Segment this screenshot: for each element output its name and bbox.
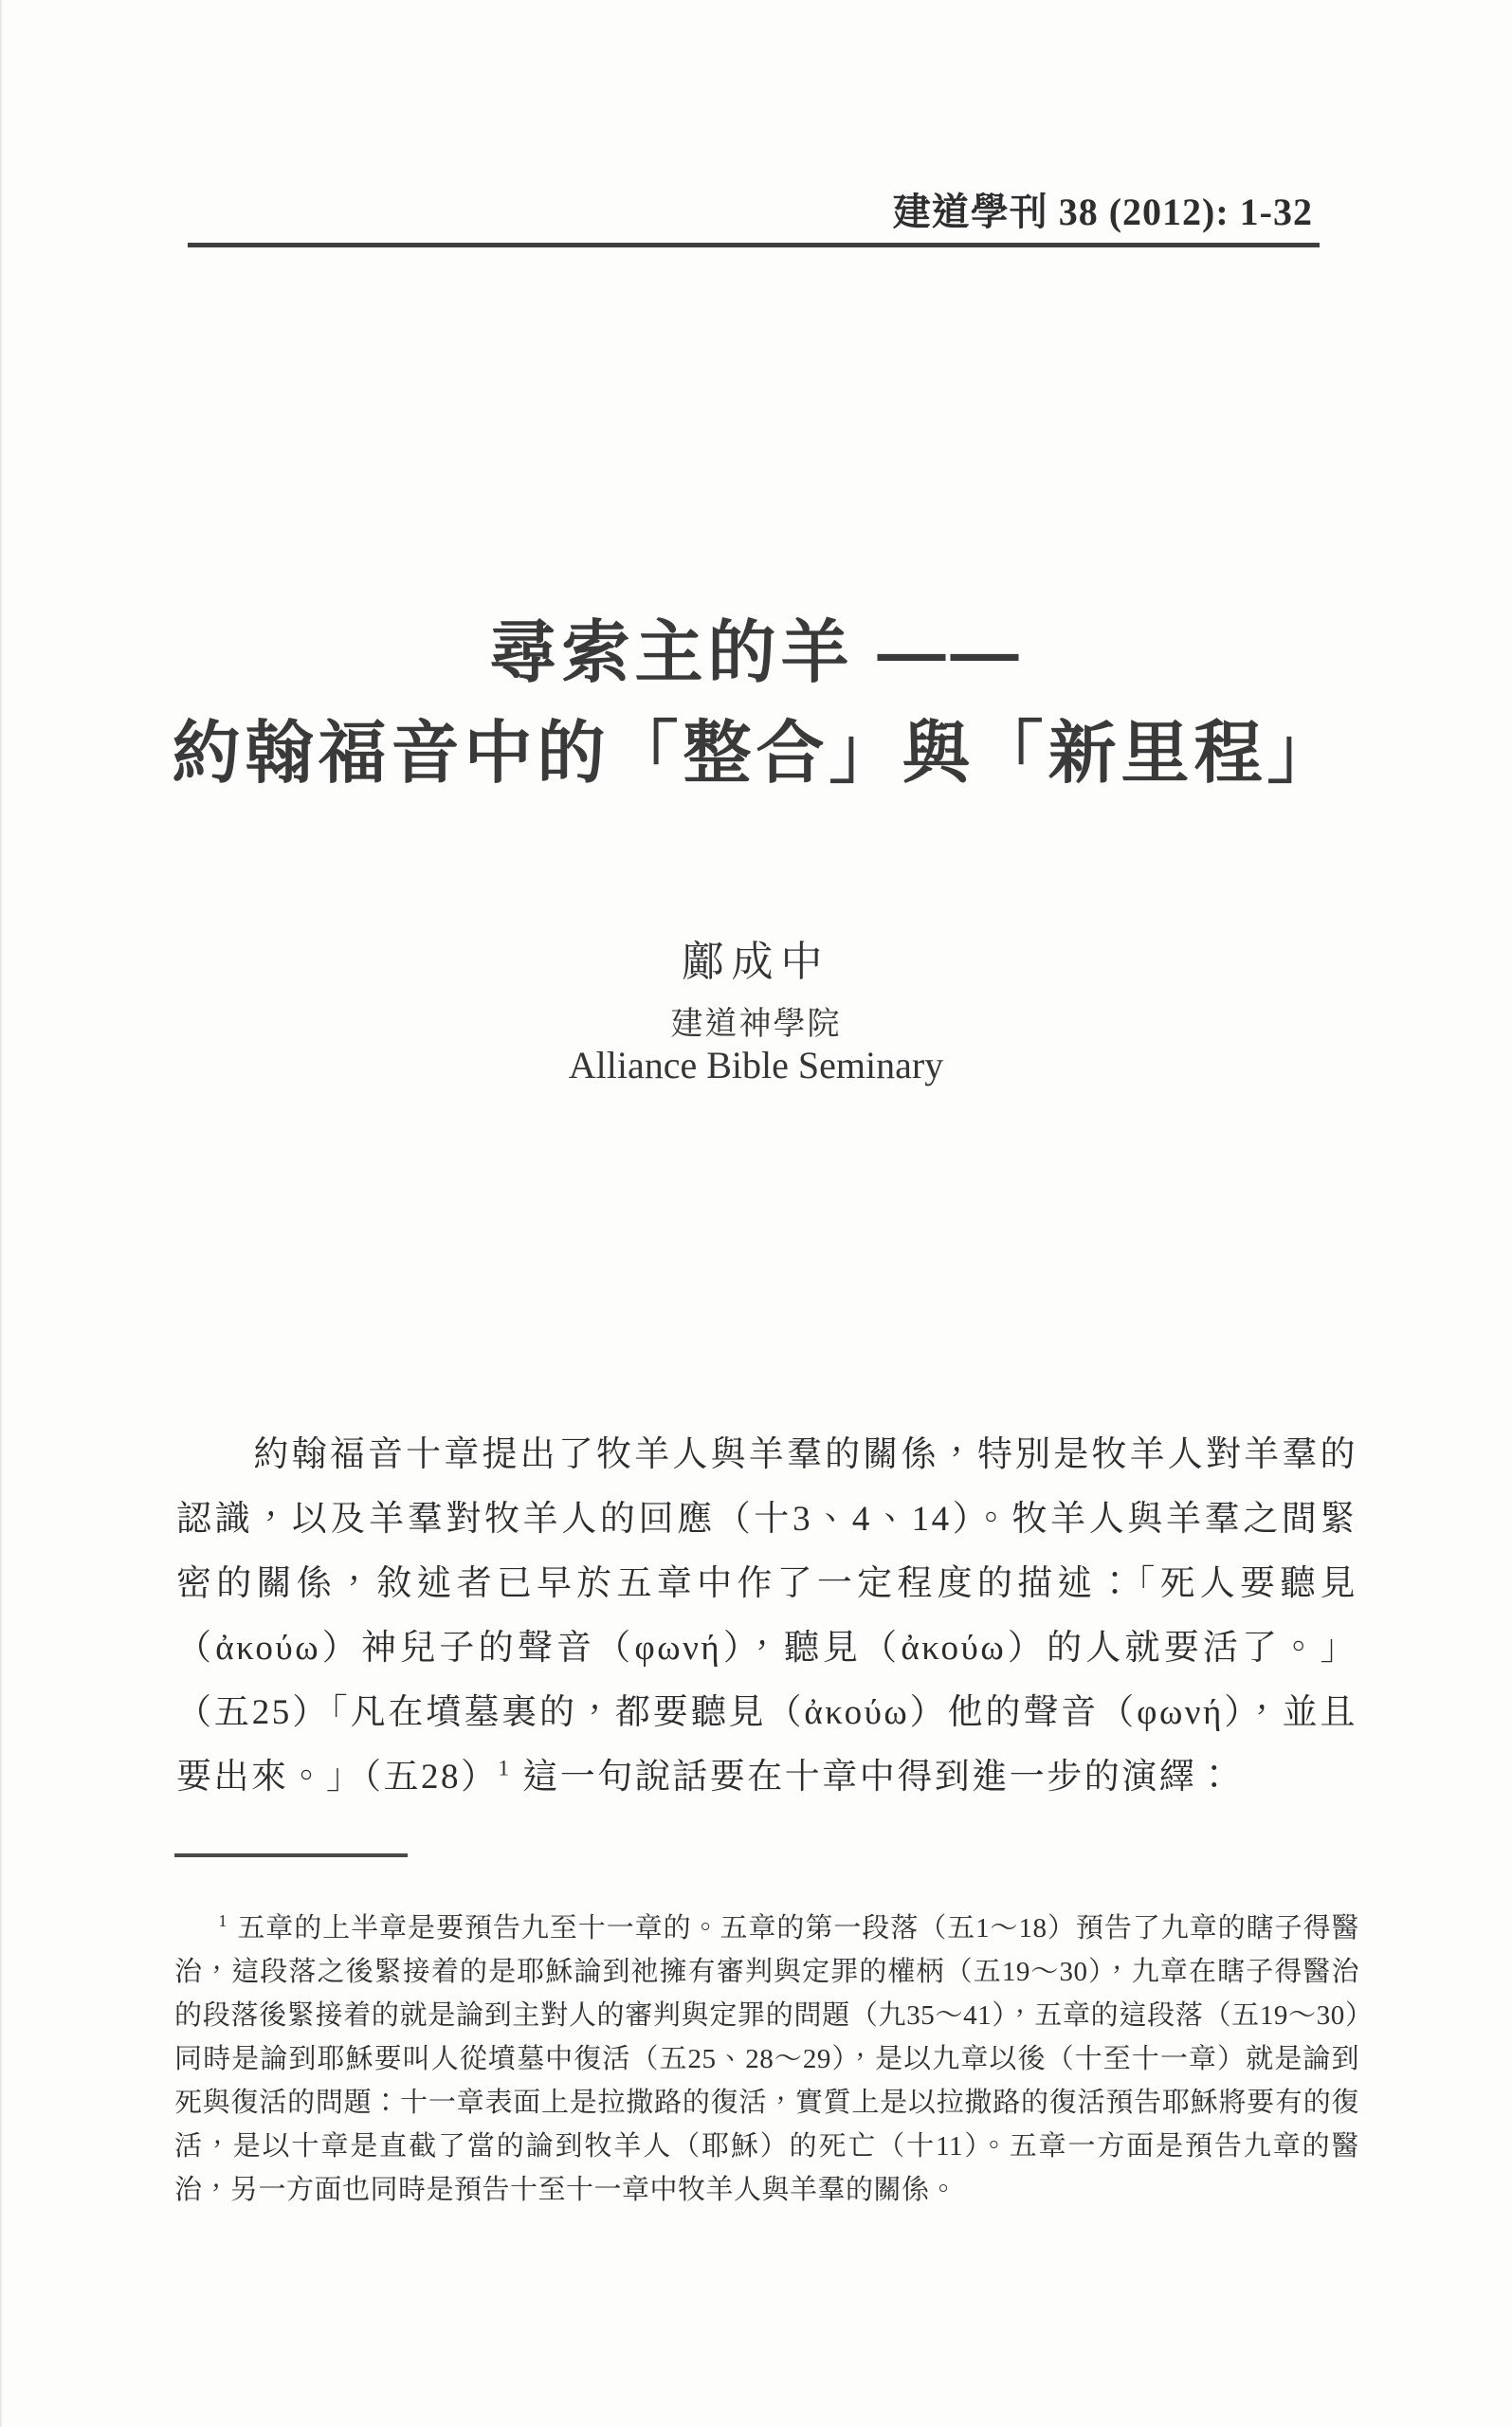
author-name: 鄺成中 [682, 939, 830, 985]
author-affiliation-chinese: 建道神學院 [670, 1007, 842, 1042]
author-affiliation-english: Alliance Bible Seminary [568, 1044, 944, 1086]
footnote-reference-mark: 1 [498, 1756, 512, 1780]
footnote-1-text: 五章的上半章是要預告九至十一章的。五章的第一段落（五1～18）預告了九章的瞎子得醫治，這段落之後緊接着的是耶穌論到祂擁有審判與定罪的權柄（五19～30），九章在瞎子得醫治的段落後緊接着的就是論到主對人的審判與定罪的問題（九35～41），五章的這段落（五19～30）同時是論到耶穌要叫人從墳墓中復活（五25、28～29），是以九章以後（十至十一章）就是論到死與復活的問題：十一章表面上是拉撒路的復活，實質上是以拉撒路的復活預告耶穌將要有的復活，是以十章是直截了當的論到牧羊人（耶穌）的死亡（十11）。五章一方面是預告九章的醫治，另一方面也同時是預告十至十一章中牧羊人與羊羣的關係。 [174, 1913, 1359, 2205]
journal-citation: 建道學刊 38 (2012): 1-32 [892, 191, 1313, 233]
scan-edge-shadow [0, 0, 3, 2427]
opening-paragraph-text: 約翰福音十章提出了牧羊人與羊羣的關係，特別是牧羊人對羊羣的認識，以及羊羣對牧羊人的回應（十3、4、14）。牧羊人與羊羣之間緊密的關係，敘述者已早於五章中作了一定程度的描述：「死人要聽見（ἀκούω）神兒子的聲音（φωνή），聽見（ἀκούω）的人就要活了。」（五25）「凡在墳墓裏的，都要聽見（ἀκούω）他的聲音（φωνή），並且要出來。」（五28） [176, 1435, 1357, 1797]
header-rule [188, 243, 1320, 247]
footnote-1 [174, 1907, 1359, 2212]
opening-paragraph [176, 1423, 1357, 1810]
footnote-separator-rule [174, 1853, 408, 1857]
opening-paragraph-continuation: 這一句說話要在十章中得到進一步的演繹： [522, 1758, 1234, 1797]
article-title-line-1: 尋索主的羊 —— [488, 615, 1024, 691]
article-title-line-2: 約翰福音中的「整合」與「新里程」 [172, 716, 1340, 792]
article-title [0, 603, 1512, 804]
footnote-1-marker: 1 [218, 1911, 228, 1931]
